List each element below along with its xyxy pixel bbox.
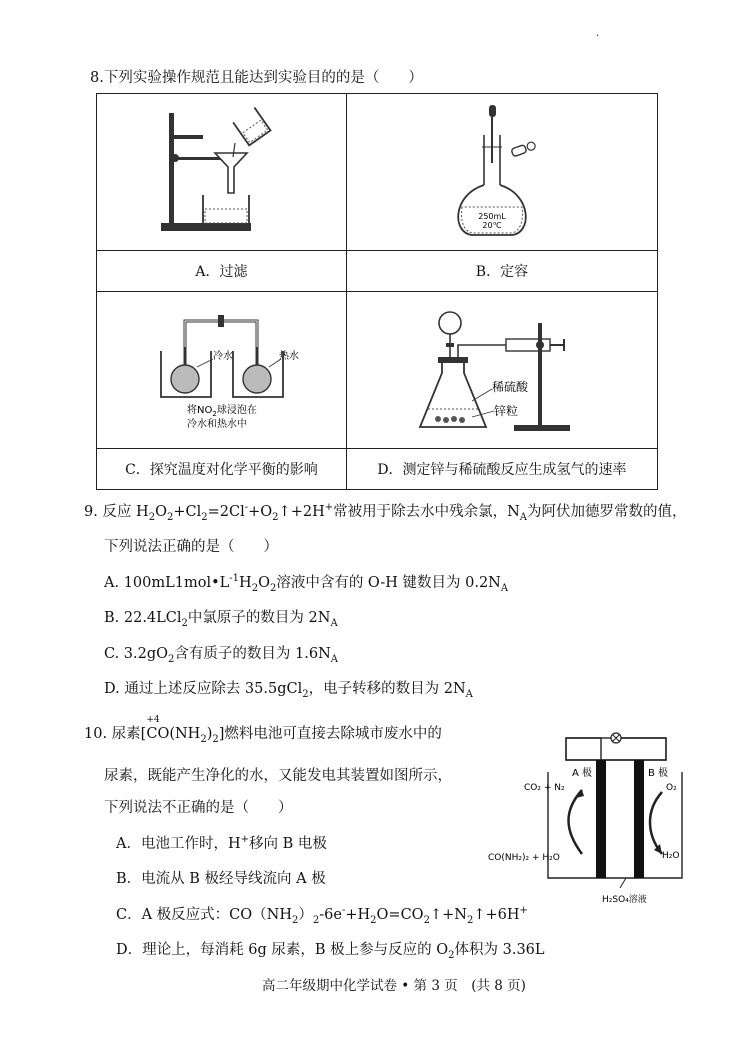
urea-fuel-cell-diagram: [484, 730, 694, 910]
question-9-stem: 9. 反应 $H_2O_2+Cl_2=2Cl^-+O_2↑+2H^+$常被用于除去水中残余氯，$N_A$为阿伏加德罗常数的值，: [84, 502, 687, 523]
cold-water-label: 冷水: [213, 351, 234, 362]
dilute-acid-label: 稀硫酸: [491, 380, 528, 394]
q9-option-d: D. 通过上述反应除去 35.5gCl$_2$，电子转移的数目为 $2N_A$: [104, 681, 473, 700]
caption-d: D．测定锌与稀硫酸反应生成氢气的速率: [346, 449, 657, 490]
q9-option-a: A. $100mL1mol•L^{-1}H_2O_2$溶液中含有的 O-H 键数目为 $0.2N_A$: [104, 573, 509, 594]
caption-b: B．定容: [346, 251, 657, 292]
corner-mark: .: [596, 28, 600, 39]
no2-note-line2: 冷水和热水中: [187, 419, 248, 430]
electrode-b-label: B 极: [648, 768, 669, 779]
flask-temp-label: 20℃: [482, 221, 502, 230]
zinc-granule-label: 锌粒: [493, 404, 518, 418]
q10-option-b: B．电流从 B 极经导线流向 A 极: [116, 871, 326, 887]
caption-a: A．过滤: [97, 251, 347, 292]
question-10-stem-line3: 下列说法不正确的是（ ）: [104, 800, 293, 816]
no2-note-line1: 将$NO_2$球浸泡在: [187, 405, 258, 418]
electrolyte-label: H₂SO₄溶液: [602, 895, 647, 905]
q9-option-b: B. 22.4LCl$_2$中氯原子的数目为 $2N_A$: [104, 610, 338, 629]
electrode-a-label: A 极: [572, 768, 593, 779]
o2-label: O₂: [666, 783, 677, 793]
zinc-acid-apparatus-icon: [402, 293, 602, 443]
question-9-stem-line2: 下列说法正确的是（ ）: [104, 539, 278, 555]
q10-option-c: C．A 极反应式：$CO(NH_2)_2-6e^-+H_2O=CO_2↑+N_2↑+6H^+$: [116, 905, 528, 926]
q10-option-d: D．理论上，每消耗 6g 尿素，B 极上参与反应的 $O_2$体积为 3.36L: [116, 942, 545, 961]
h2o-label: H₂O: [662, 851, 680, 861]
urea-water-label: CO(NH₂)₂ + H₂O: [488, 853, 560, 863]
electrode-a: [596, 760, 606, 878]
figure-c-no2-bulbs: [97, 292, 347, 449]
figure-b-volumetric-flask: [346, 94, 657, 251]
co2-n2-label: CO₂ + N₂: [524, 783, 565, 793]
caption-c: C．探究温度对化学平衡的影响: [97, 449, 347, 490]
question-8-options-table: [96, 93, 658, 490]
volumetric-flask-icon: [432, 95, 572, 245]
no2-equilibrium-apparatus-icon: [121, 293, 321, 443]
page-footer: 高二年级期中化学试卷 • 第 3 页 (共 8 页): [262, 978, 526, 994]
question-10-stem: 10. 尿素[ +4 $CO(NH_2)_2$]燃料电池可直接去除城市废水中的: [84, 715, 442, 745]
figure-a-filtration: [97, 94, 347, 251]
electrode-b: [634, 760, 644, 878]
hot-water-label: 热水: [279, 351, 300, 362]
filtration-apparatus-icon: [131, 95, 311, 245]
figure-d-zinc-acid-rate: [346, 292, 657, 449]
q10-option-a: A．电池工作时，H+移向 B 电极: [116, 834, 327, 852]
question-10-stem-line2: 尿素，既能产生净化的水，又能发电其装置如图所示，: [104, 768, 452, 784]
question-8-stem: 8.下列实验操作规范且能达到实验目的的是（ ）: [90, 70, 423, 86]
q9-option-c: C. $3.2gO_2$含有质子的数目为 $1.6N_A$: [104, 646, 338, 665]
flask-volume-label: 250mL: [478, 212, 506, 221]
oxidation-state: +4: [146, 715, 160, 725]
